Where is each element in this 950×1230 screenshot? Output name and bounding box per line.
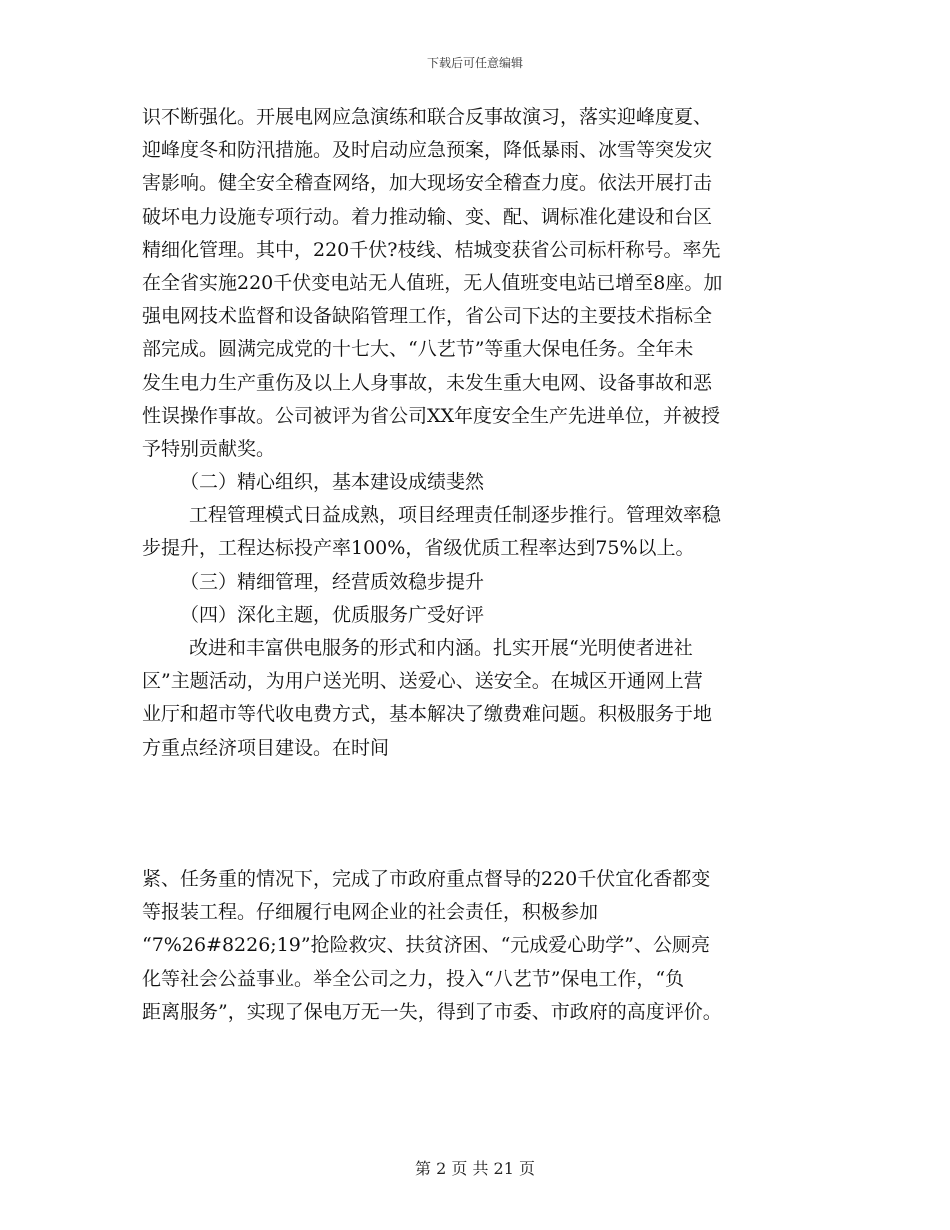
section-heading: （三）精细管理，经营质效稳步提升	[180, 570, 485, 593]
text-line: 改进和丰富供电服务的形式和内涵。扎实开展“光明使者进社	[189, 637, 693, 659]
page-number-footer: 第 2 页 共 21 页	[415, 1159, 535, 1178]
text-line: 业厅和超市等代收电费方式，基本解决了缴费难问题。积极服务于地	[142, 703, 713, 726]
text-line: 步提升，工程达标投产率100%，省级优质工程率达到75%以上。	[142, 537, 695, 560]
page-header: 下载后可任意编辑	[426, 56, 523, 70]
text-line: 性误操作事故。公司被评为省公司XX年度安全生产先进单位，并被授	[142, 404, 721, 427]
text-line: 迎峰度冬和防汛措施。及时启动应急预案，降低暴雨、冰雪等突发灾	[142, 139, 713, 162]
text-line: 距离服务”，实现了保电万无一失，得到了市委、市政府的高度评价。	[142, 1000, 722, 1023]
text-line: 等报装工程。仔细履行电网企业的社会责任，积极参加	[142, 901, 599, 924]
text-line: 区”主题活动，为用户送光明、送爱心、送安全。在城区开通网上营	[142, 670, 703, 693]
text-line: 发生电力生产重伤及以上人身事故，未发生重大电网、设备事故和恶	[142, 371, 713, 394]
body-text-block-2	[142, 863, 812, 1029]
text-line: 予特别贡献奖。	[142, 437, 276, 460]
text-line: 破坏电力设施专项行动。着力推动输、变、配、调标准化建设和台区	[142, 205, 713, 228]
text-line: “7%26#8226;19”抢险救灾、扶贫济困、“元成爱心助学”、公厕亮	[142, 934, 711, 957]
section-heading: （二）精心组织，基本建设成绩斐然	[180, 471, 485, 494]
text-line: 方重点经济项目建设。在时间	[142, 736, 390, 759]
text-line: 识不断强化。开展电网应急演练和联合反事故演习，落实迎峰度夏、	[142, 106, 713, 128]
text-line: 在全省实施220千伏变电站无人值班，无人值班变电站已增至8座。加	[142, 271, 723, 294]
text-line: 精细化管理。其中，220千伏?枝线、桔城变获省公司标杆称号。率先	[142, 238, 721, 261]
text-line: 紧、任务重的情况下，完成了市政府重点督导的220千伏宜化香都变	[142, 868, 711, 890]
text-line: 化等社会公益事业。举全公司之力，投入“八艺节”保电工作，“负	[142, 967, 685, 990]
text-line: 强电网技术监督和设备缺陷管理工作，省公司下达的主要技术指标全	[142, 305, 713, 328]
section-heading: （四）深化主题，优质服务广受好评	[180, 603, 485, 626]
text-line: 工程管理模式日益成熟，项目经理责任制逐步推行。管理效率稳	[189, 504, 722, 527]
text-line: 部完成。圆满完成党的十七大、“八艺节”等重大保电任务。全年未	[142, 338, 694, 361]
text-line: 害影响。健全安全稽查网络，加大现场安全稽查力度。依法开展打击	[142, 172, 713, 195]
body-text-block-1	[142, 101, 812, 765]
